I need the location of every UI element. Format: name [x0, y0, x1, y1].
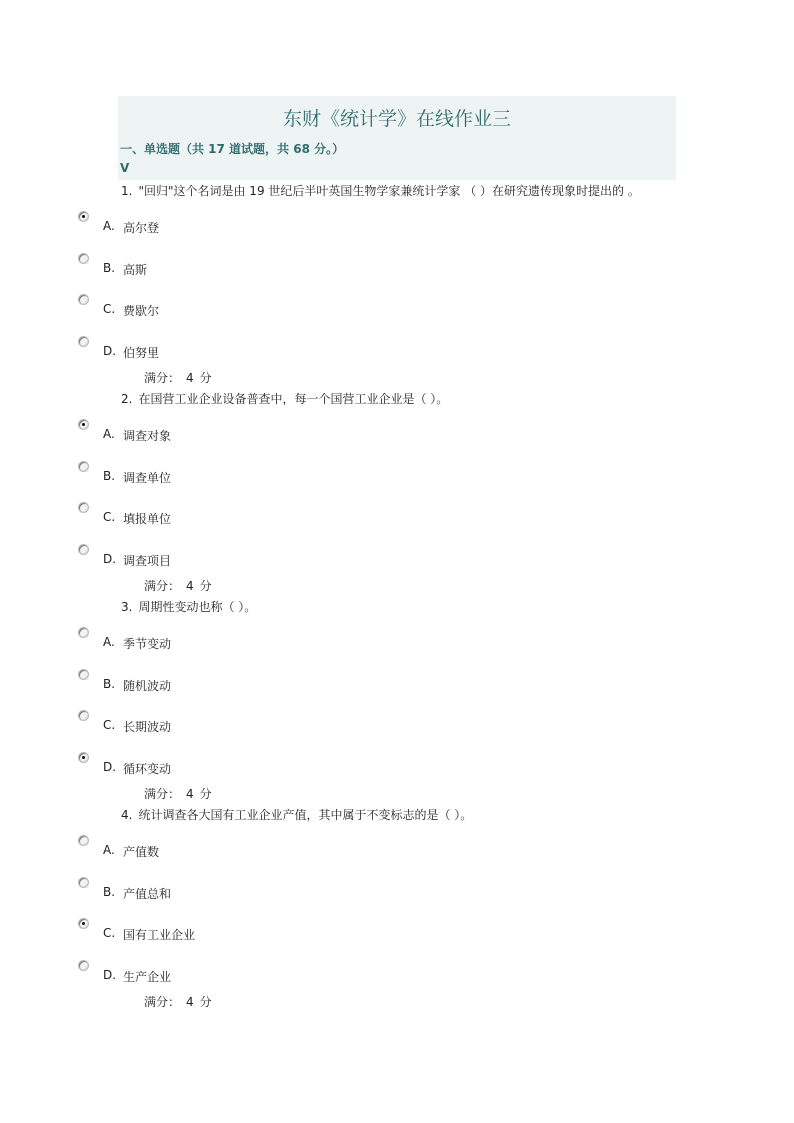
score-label: 满分：: [144, 371, 181, 385]
radio-button[interactable]: [78, 918, 89, 929]
option-letter: D.: [103, 344, 117, 358]
radio-button[interactable]: [78, 294, 89, 305]
option-text: 伯努里: [123, 346, 160, 360]
option-3a[interactable]: [78, 627, 378, 649]
option-4b[interactable]: [78, 877, 378, 899]
score-line: [144, 369, 212, 386]
radio-button[interactable]: [78, 253, 89, 264]
question-1: [121, 182, 640, 199]
option-letter: A.: [103, 427, 115, 441]
score-line: [144, 577, 212, 594]
question-number: 1.: [121, 184, 133, 198]
score-label: 满分：: [144, 579, 181, 593]
option-text: 生产企业: [123, 970, 172, 984]
option-letter: C.: [103, 926, 116, 940]
option-letter: A.: [103, 843, 115, 857]
option-text: 产值数: [123, 845, 160, 859]
option-letter: D.: [103, 552, 117, 566]
option-4a[interactable]: [78, 835, 378, 857]
radio-button[interactable]: [78, 461, 89, 472]
option-1c[interactable]: [78, 294, 378, 316]
score-value: 4: [186, 579, 194, 593]
option-2d[interactable]: [78, 544, 378, 566]
score-value: 4: [186, 995, 194, 1009]
score-label: 满分：: [144, 995, 181, 1009]
option-1d[interactable]: [78, 336, 378, 358]
option-letter: C.: [103, 302, 116, 316]
radio-button[interactable]: [78, 752, 89, 763]
question-2: [121, 390, 448, 407]
option-letter: A.: [103, 219, 115, 233]
score-value: 4: [186, 371, 194, 385]
question-number: 4.: [121, 808, 133, 822]
option-1a[interactable]: [78, 211, 378, 233]
option-letter: C.: [103, 510, 116, 524]
option-letter: A.: [103, 635, 115, 649]
radio-button[interactable]: [78, 544, 89, 555]
option-3c[interactable]: [78, 710, 378, 732]
option-3d[interactable]: [78, 752, 378, 774]
option-letter: B.: [103, 885, 116, 899]
option-1b[interactable]: [78, 253, 378, 275]
option-letter: B.: [103, 261, 116, 275]
option-text: 循环变动: [123, 762, 172, 776]
option-letter: B.: [103, 469, 116, 483]
score-line: [144, 993, 212, 1010]
radio-button[interactable]: [78, 960, 89, 971]
section-heading: 一、单选题（共 17 道试题，共 68 分。）: [120, 142, 345, 156]
radio-button[interactable]: [78, 877, 89, 888]
question-4: [121, 806, 472, 823]
option-2b[interactable]: [78, 461, 378, 483]
score-value: 4: [186, 787, 194, 801]
question-3: [121, 598, 256, 615]
option-4d[interactable]: [78, 960, 378, 982]
radio-button[interactable]: [78, 669, 89, 680]
option-4c[interactable]: [78, 918, 378, 940]
option-text: 高斯: [123, 263, 148, 277]
radio-button[interactable]: [78, 835, 89, 846]
option-text: 季节变动: [123, 637, 172, 651]
score-unit: 分: [199, 995, 212, 1009]
option-text: 国有工业企业: [123, 928, 196, 942]
question-number: 2.: [121, 392, 133, 406]
question-text: 周期性变动也称（ ）。: [138, 600, 257, 614]
question-text: 在国营工业企业设备普查中，每一个国营工业企业是（ ）。: [138, 392, 449, 406]
option-text: 调查对象: [123, 429, 172, 443]
question-text: "回归"这个名词是由 19 世纪后半叶英国生物学家兼统计学家 （ ）在研究遗传现象时提出的 。: [138, 184, 640, 198]
score-label: 满分：: [144, 787, 181, 801]
score-unit: 分: [199, 579, 212, 593]
score-unit: 分: [199, 371, 212, 385]
option-text: 高尔登: [123, 221, 160, 235]
question-text: 统计调查各大国有工业企业产值，其中属于不变标志的是（ ）。: [138, 808, 473, 822]
question-number: 3.: [121, 600, 133, 614]
option-text: 产值总和: [123, 887, 172, 901]
option-letter: B.: [103, 677, 116, 691]
option-letter: D.: [103, 760, 117, 774]
option-letter: C.: [103, 718, 116, 732]
option-text: 调查单位: [123, 471, 172, 485]
option-2c[interactable]: [78, 502, 378, 524]
option-text: 填报单位: [123, 512, 172, 526]
radio-button[interactable]: [78, 419, 89, 430]
radio-button[interactable]: [78, 710, 89, 721]
score-unit: 分: [199, 787, 212, 801]
page-title: 东财《统计学》在线作业三: [282, 108, 511, 130]
radio-button[interactable]: [78, 627, 89, 638]
score-line: [144, 785, 212, 802]
radio-button[interactable]: [78, 211, 89, 222]
option-3b[interactable]: [78, 669, 378, 691]
section-marker: V: [120, 161, 130, 175]
option-text: 费歇尔: [123, 304, 160, 318]
option-text: 调查项目: [123, 554, 172, 568]
option-text: 随机波动: [123, 679, 172, 693]
radio-button[interactable]: [78, 336, 89, 347]
option-text: 长期波动: [123, 720, 172, 734]
option-2a[interactable]: [78, 419, 378, 441]
option-letter: D.: [103, 968, 117, 982]
radio-button[interactable]: [78, 502, 89, 513]
